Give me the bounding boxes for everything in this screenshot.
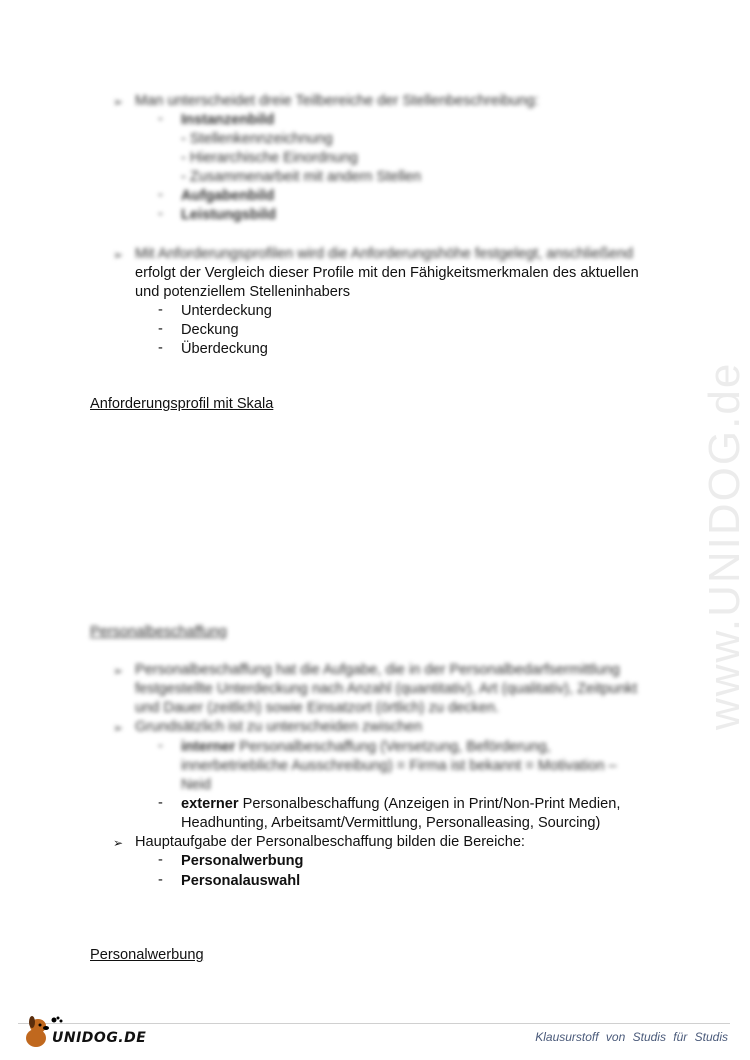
dash-marker: - [158,187,163,203]
paragraph-line: innerbetriebliche Ausschreibung) = Firma ist bekannt = Motivation – [181,758,617,774]
dash-marker: - [158,340,163,356]
bullet-text: Hauptaufgabe der Personalbeschaffung bilden die Bereiche: [135,834,525,850]
item-text: Personalbeschaffung (Versetzung, Beförderung, [235,739,551,755]
paragraph-line: Headhunting, Arbeitsamt/Vermittlung, Personalleasing, Sourcing) [181,815,601,831]
bold-term: externer [181,796,239,812]
watermark: www.UNIDOG.de [700,361,749,730]
paragraph-line: erfolgt der Vergleich dieser Profile mit den Fähigkeitsmerkmalen des aktuellen [135,265,639,281]
paragraph-line: Personalbeschaffung hat die Aufgabe, die in der Personalbedarfsermittlung [135,662,620,678]
list-item: Unterdeckung [181,303,272,319]
arrow-bullet-icon: ➢ [113,721,124,735]
bullet-text: Grundsätzlich ist zu unterscheiden zwischen [135,719,423,735]
list-item-extern [181,795,620,814]
paragraph-line: und Dauer (zeitlich) sowie Einsatzort (örtlich) zu decken. [135,700,500,716]
list-item: Instanzenbild [181,112,275,128]
dash-marker: - [158,795,163,811]
sub-item: - Zusammenarbeit mit andern Stellen [181,169,422,185]
section-heading: Personalwerbung [90,947,204,963]
list-item: Überdeckung [181,341,268,357]
sub-item: - Stellenkennzeichnung [181,131,333,147]
logo-text: UNIDOG.DE [52,1030,147,1046]
paragraph-line: Neid [181,777,212,793]
dash-marker: - [158,872,163,888]
item-text: Personalbeschaffung (Anzeigen in Print/Non-Print Medien, [238,796,621,812]
footer-tagline: Klausurstoff von Studis für Studis [535,1030,728,1044]
bold-term: interner [181,739,236,755]
bullet-text: Man unterscheidet dreie Teilbereiche der Stellenbeschreibung: [135,93,539,109]
arrow-bullet-icon: ➢ [113,836,124,850]
arrow-bullet-icon: ➢ [113,248,124,262]
list-item: Personalwerbung [181,853,304,869]
dash-marker: - [158,302,163,318]
dash-marker: - [158,206,163,222]
arrow-bullet-icon: ➢ [113,95,124,109]
section-heading: Anforderungsprofil mit Skala [90,396,274,412]
paragraph-line: festgestellte Unterdeckung nach Anzahl (quantitativ), Art (qualitativ), Zeitpunkt [135,681,638,697]
arrow-bullet-icon: ➢ [113,664,124,678]
dash-marker: - [158,738,163,754]
paragraph-line: und potenziellem Stelleninhabers [135,284,350,300]
dash-marker: - [158,321,163,337]
list-item: Aufgabenbild [181,188,275,204]
sub-item: - Hierarchische Einordnung [181,150,358,166]
dash-marker: - [158,852,163,868]
list-item: Leistungsbild [181,207,276,223]
list-item: Personalauswahl [181,873,301,889]
dash-marker: - [158,111,163,127]
bullet-text: Mit Anforderungsprofilen wird die Anforderungshöhe festgelegt, anschließend [135,246,634,262]
section-heading: Personalbeschaffung [90,624,227,640]
list-item-intern [181,738,551,757]
list-item: Deckung [181,322,239,338]
